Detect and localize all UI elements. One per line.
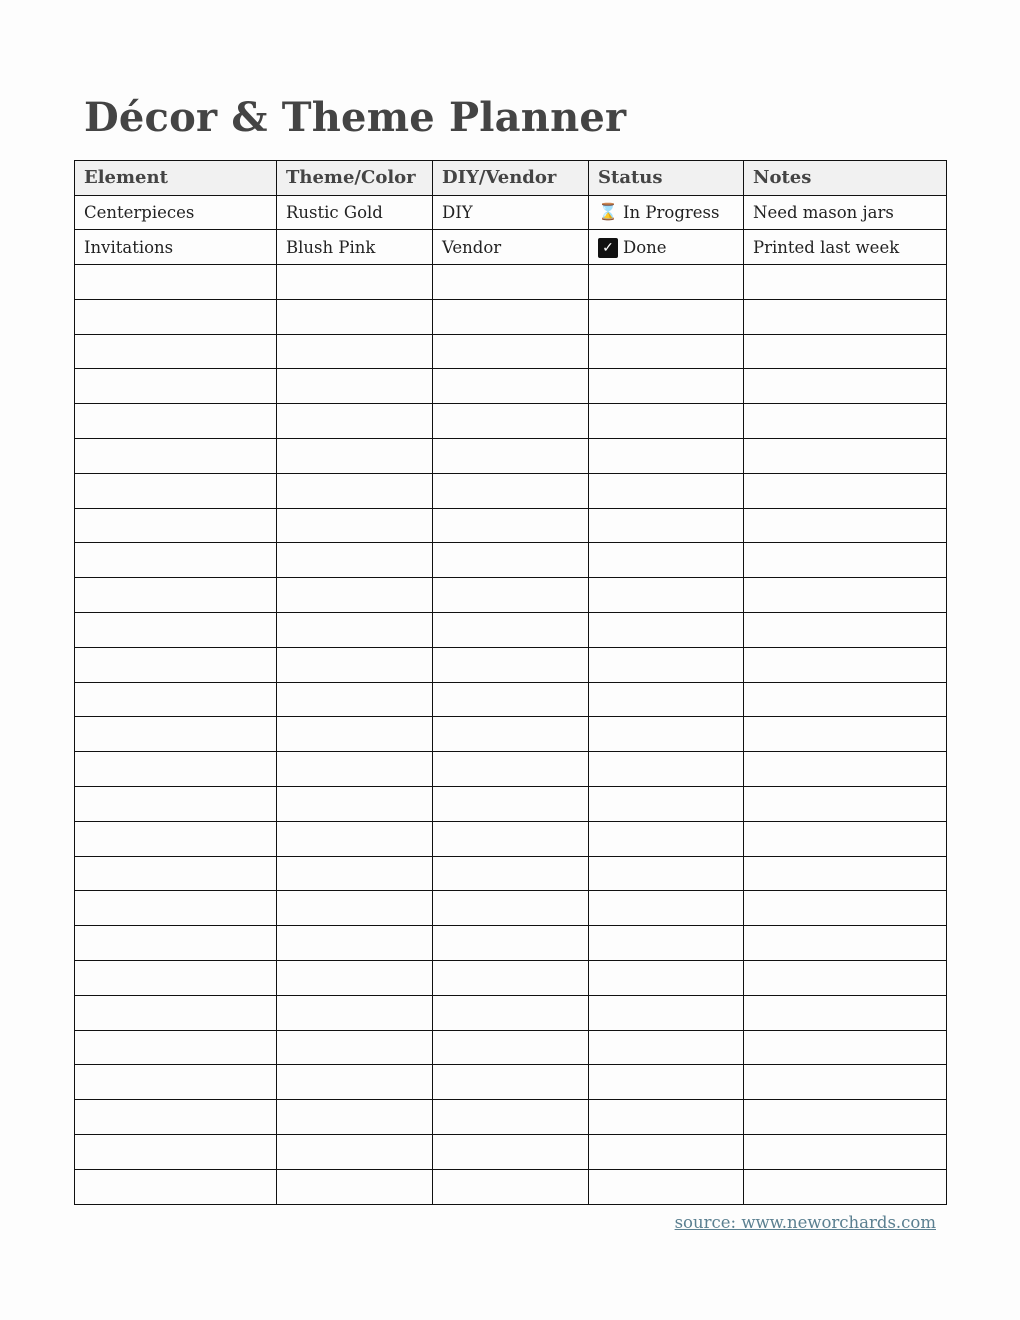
cell-notes[interactable] (744, 334, 947, 369)
table-row-blank (75, 787, 947, 822)
cell-element[interactable] (75, 1169, 277, 1204)
cell-diy-vendor[interactable]: Vendor (433, 230, 589, 265)
cell-element[interactable] (75, 578, 277, 613)
table-row-blank (75, 856, 947, 891)
cell-diy-vendor[interactable] (433, 404, 589, 439)
cell-status[interactable] (589, 230, 744, 265)
cell-notes[interactable] (744, 682, 947, 717)
cell-element[interactable] (75, 787, 277, 822)
cell-notes[interactable] (744, 613, 947, 648)
checkbox-checked-icon: ✓ (598, 238, 618, 258)
cell-notes[interactable] (744, 369, 947, 404)
table-row-blank (75, 334, 947, 369)
cell-theme[interactable] (277, 543, 433, 578)
cell-diy-vendor[interactable] (433, 578, 589, 613)
cell-diy-vendor[interactable] (433, 299, 589, 334)
cell-status[interactable] (589, 543, 744, 578)
cell-diy-vendor[interactable] (433, 473, 589, 508)
cell-status[interactable] (589, 1030, 744, 1065)
cell-notes[interactable] (744, 1030, 947, 1065)
cell-diy-vendor[interactable] (433, 1135, 589, 1170)
cell-theme[interactable]: Rustic Gold (277, 195, 433, 230)
cell-status[interactable] (589, 1100, 744, 1135)
table-row-blank (75, 369, 947, 404)
cell-notes[interactable]: Printed last week (744, 230, 947, 265)
cell-element[interactable] (75, 1135, 277, 1170)
page-title: Décor & Theme Planner (84, 94, 627, 141)
col-header-status: Status (589, 161, 744, 196)
cell-element[interactable] (75, 334, 277, 369)
cell-status[interactable] (589, 787, 744, 822)
cell-status[interactable] (589, 856, 744, 891)
cell-element[interactable] (75, 473, 277, 508)
cell-element[interactable]: Invitations (75, 230, 277, 265)
hourglass-icon: ⌛ (598, 202, 618, 222)
cell-notes[interactable] (744, 265, 947, 300)
cell-status[interactable] (589, 717, 744, 752)
cell-element[interactable] (75, 752, 277, 787)
cell-notes[interactable] (744, 1100, 947, 1135)
cell-notes[interactable] (744, 473, 947, 508)
cell-theme[interactable] (277, 926, 433, 961)
table-row-blank (75, 926, 947, 961)
cell-theme[interactable] (277, 1065, 433, 1100)
cell-element[interactable] (75, 439, 277, 474)
col-header-notes: Notes (744, 161, 947, 196)
cell-status[interactable] (589, 1135, 744, 1170)
cell-theme[interactable] (277, 821, 433, 856)
cell-theme[interactable] (277, 891, 433, 926)
table-row (75, 230, 947, 265)
cell-notes[interactable] (744, 995, 947, 1030)
cell-diy-vendor[interactable] (433, 926, 589, 961)
cell-status[interactable] (589, 578, 744, 613)
cell-element[interactable] (75, 682, 277, 717)
cell-diy-vendor[interactable] (433, 856, 589, 891)
cell-diy-vendor[interactable] (433, 995, 589, 1030)
cell-element[interactable] (75, 613, 277, 648)
table-row-blank (75, 752, 947, 787)
cell-diy-vendor[interactable] (433, 439, 589, 474)
cell-status[interactable] (589, 473, 744, 508)
cell-notes[interactable] (744, 787, 947, 822)
status-label: Done (623, 238, 667, 258)
table-row-blank (75, 1135, 947, 1170)
table-row-blank (75, 891, 947, 926)
col-header-element: Element (75, 161, 277, 196)
table-row-blank (75, 995, 947, 1030)
cell-status[interactable] (589, 1065, 744, 1100)
cell-notes[interactable] (744, 299, 947, 334)
cell-notes[interactable] (744, 856, 947, 891)
cell-theme[interactable] (277, 404, 433, 439)
cell-notes[interactable] (744, 926, 947, 961)
status-label: In Progress (623, 202, 720, 222)
cell-diy-vendor[interactable] (433, 1065, 589, 1100)
table-row (75, 195, 947, 230)
cell-notes[interactable] (744, 578, 947, 613)
cell-element[interactable] (75, 647, 277, 682)
table-row-blank (75, 543, 947, 578)
cell-diy-vendor[interactable] (433, 265, 589, 300)
cell-theme[interactable] (277, 1169, 433, 1204)
cell-theme[interactable] (277, 752, 433, 787)
table-row-blank (75, 1100, 947, 1135)
cell-theme[interactable] (277, 647, 433, 682)
table-row-blank (75, 1065, 947, 1100)
cell-status[interactable] (589, 334, 744, 369)
cell-status[interactable] (589, 195, 744, 230)
cell-diy-vendor[interactable] (433, 334, 589, 369)
cell-element[interactable]: Centerpieces (75, 195, 277, 230)
cell-theme[interactable] (277, 578, 433, 613)
cell-theme[interactable] (277, 717, 433, 752)
cell-notes[interactable] (744, 821, 947, 856)
table-row-blank (75, 1030, 947, 1065)
cell-notes[interactable] (744, 647, 947, 682)
cell-element[interactable] (75, 717, 277, 752)
cell-theme[interactable] (277, 1135, 433, 1170)
table-row-blank (75, 473, 947, 508)
cell-element[interactable] (75, 265, 277, 300)
cell-theme[interactable] (277, 682, 433, 717)
table-row-blank (75, 439, 947, 474)
table-row-blank (75, 961, 947, 996)
cell-theme[interactable] (277, 995, 433, 1030)
table-row-blank (75, 613, 947, 648)
cell-diy-vendor[interactable] (433, 508, 589, 543)
table-row-blank (75, 821, 947, 856)
cell-status[interactable] (589, 508, 744, 543)
cell-element[interactable] (75, 995, 277, 1030)
cell-notes[interactable] (744, 543, 947, 578)
table-row-blank (75, 682, 947, 717)
cell-diy-vendor[interactable] (433, 821, 589, 856)
cell-notes[interactable] (744, 439, 947, 474)
cell-theme[interactable] (277, 265, 433, 300)
cell-diy-vendor[interactable] (433, 543, 589, 578)
cell-notes[interactable] (744, 1065, 947, 1100)
cell-element[interactable] (75, 543, 277, 578)
cell-status[interactable] (589, 404, 744, 439)
cell-theme[interactable] (277, 613, 433, 648)
cell-diy-vendor[interactable] (433, 717, 589, 752)
cell-status[interactable] (589, 891, 744, 926)
cell-notes[interactable] (744, 717, 947, 752)
cell-diy-vendor[interactable] (433, 1030, 589, 1065)
cell-element[interactable] (75, 1100, 277, 1135)
cell-theme[interactable] (277, 1100, 433, 1135)
cell-theme[interactable] (277, 961, 433, 996)
cell-status[interactable] (589, 1169, 744, 1204)
cell-diy-vendor[interactable] (433, 1169, 589, 1204)
cell-status[interactable] (589, 821, 744, 856)
cell-element[interactable] (75, 508, 277, 543)
cell-status[interactable] (589, 439, 744, 474)
cell-status[interactable] (589, 961, 744, 996)
cell-theme[interactable] (277, 299, 433, 334)
cell-notes[interactable] (744, 1135, 947, 1170)
cell-diy-vendor[interactable] (433, 369, 589, 404)
cell-status[interactable] (589, 926, 744, 961)
cell-element[interactable] (75, 961, 277, 996)
table-row-blank (75, 578, 947, 613)
cell-element[interactable] (75, 891, 277, 926)
source-link[interactable]: source: www.neworchards.com (674, 1213, 936, 1232)
cell-notes[interactable] (744, 961, 947, 996)
col-header-theme: Theme/Color (277, 161, 433, 196)
cell-element[interactable] (75, 821, 277, 856)
table-row-blank (75, 404, 947, 439)
cell-diy-vendor[interactable] (433, 1100, 589, 1135)
cell-theme[interactable] (277, 1030, 433, 1065)
cell-element[interactable] (75, 299, 277, 334)
cell-status[interactable] (589, 265, 744, 300)
cell-diy-vendor[interactable] (433, 613, 589, 648)
col-header-diy-vendor: DIY/Vendor (433, 161, 589, 196)
cell-status[interactable] (589, 369, 744, 404)
cell-element[interactable] (75, 369, 277, 404)
cell-diy-vendor[interactable] (433, 891, 589, 926)
cell-status[interactable] (589, 752, 744, 787)
cell-element[interactable] (75, 404, 277, 439)
cell-status[interactable] (589, 647, 744, 682)
table-row-blank (75, 1169, 947, 1204)
cell-element[interactable] (75, 1065, 277, 1100)
cell-diy-vendor[interactable] (433, 647, 589, 682)
cell-diy-vendor[interactable] (433, 752, 589, 787)
table-row-blank (75, 717, 947, 752)
cell-notes[interactable]: Need mason jars (744, 195, 947, 230)
table-row-blank (75, 299, 947, 334)
cell-notes[interactable] (744, 404, 947, 439)
cell-diy-vendor[interactable] (433, 787, 589, 822)
cell-diy-vendor[interactable] (433, 961, 589, 996)
cell-notes[interactable] (744, 508, 947, 543)
cell-status[interactable] (589, 299, 744, 334)
cell-theme[interactable] (277, 508, 433, 543)
cell-element[interactable] (75, 856, 277, 891)
table-row-blank (75, 647, 947, 682)
table-row-blank (75, 508, 947, 543)
cell-theme[interactable] (277, 856, 433, 891)
cell-theme[interactable] (277, 473, 433, 508)
cell-theme[interactable]: Blush Pink (277, 230, 433, 265)
cell-status[interactable] (589, 682, 744, 717)
planner-table (74, 160, 947, 1205)
cell-diy-vendor[interactable] (433, 682, 589, 717)
cell-theme[interactable] (277, 439, 433, 474)
cell-theme[interactable] (277, 369, 433, 404)
cell-theme[interactable] (277, 787, 433, 822)
header-row (75, 161, 947, 196)
cell-status[interactable] (589, 613, 744, 648)
cell-notes[interactable] (744, 1169, 947, 1204)
table-row-blank (75, 265, 947, 300)
cell-notes[interactable] (744, 891, 947, 926)
cell-status[interactable] (589, 995, 744, 1030)
cell-element[interactable] (75, 1030, 277, 1065)
cell-theme[interactable] (277, 334, 433, 369)
cell-element[interactable] (75, 926, 277, 961)
cell-notes[interactable] (744, 752, 947, 787)
cell-diy-vendor[interactable]: DIY (433, 195, 589, 230)
